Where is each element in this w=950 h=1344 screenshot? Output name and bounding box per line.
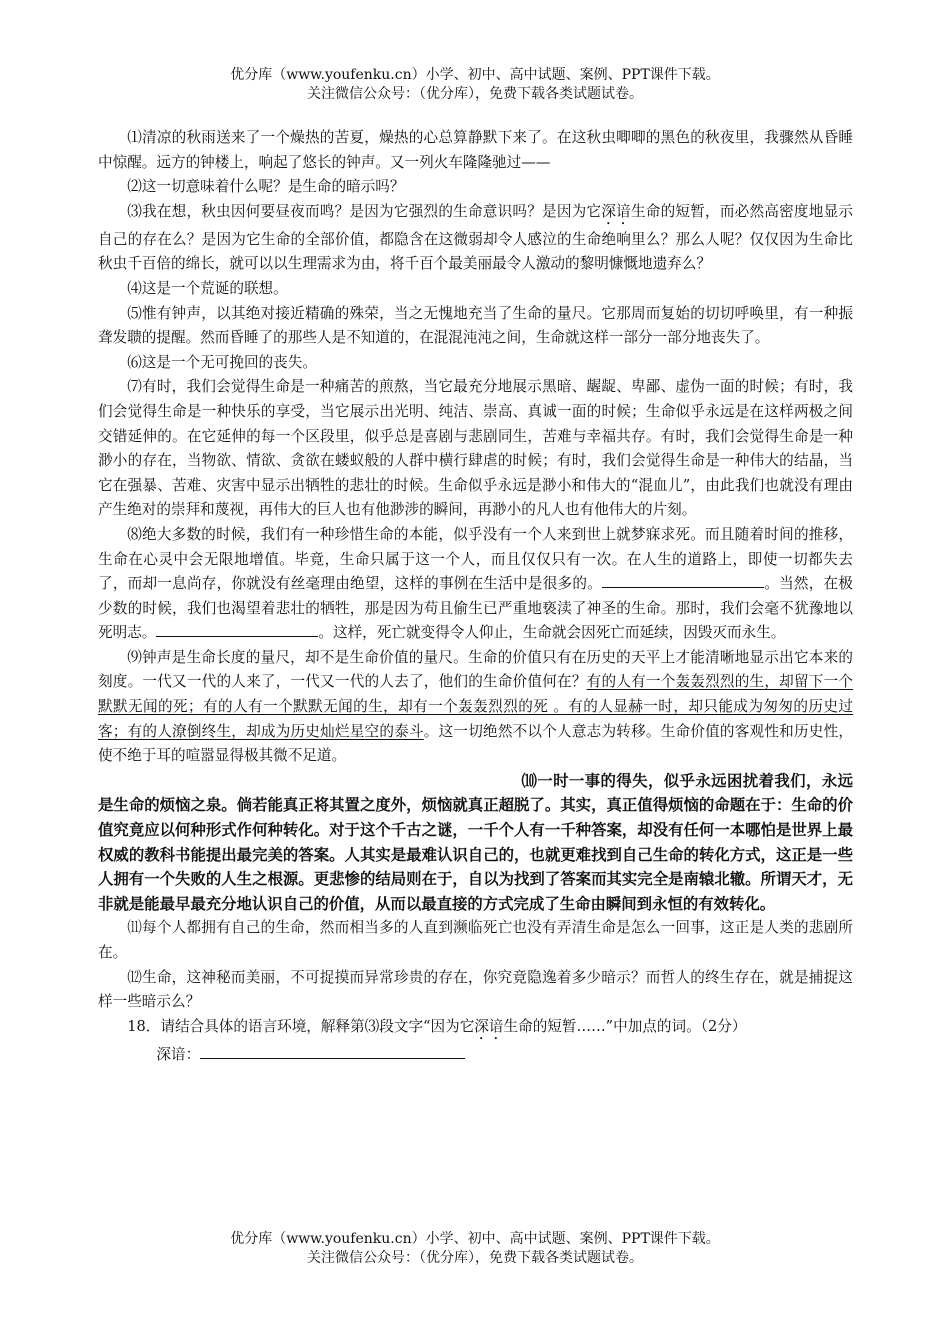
paragraph-6: ⑹这是一个无可挽回的丧失。 — [127, 353, 317, 371]
dotted-word: 深谙 — [601, 202, 631, 220]
paragraph-12: ⑿生命，这神秘而美丽，不可捉摸而异常珍贵的存在，你究竟隐逸着多少暗示？而哲人的终生存在，就是捕捉这样一些暗示么？ — [98, 968, 853, 1011]
question-dotted-word: 深谙 — [474, 1017, 504, 1035]
underlined-sentence: 有的人有一个轰轰烈烈的生，却留下一个默默无闻的死；有的人有一个默默无闻的生，却有一个轰轰烈烈的死 。有的人显赫一时，却只能成为匆匆的历史过客；有的人潦倒终生，却成为历史灿烂星空的泰斗 — [98, 673, 853, 740]
paragraph-2: ⑵这一切意味着什么呢？是生命的暗示吗？ — [127, 178, 405, 196]
paragraph-1: ⑴清凉的秋雨送来了一个燥热的苦夏，燥热的心总算静默下来了。在这秋虫唧唧的黑色的秋夜里，我骤然从昏睡中惊醒。远方的钟楼上，响起了悠长的钟声。又一列火车隆隆驰过—— — [98, 129, 853, 171]
paragraph-5: ⑸惟有钟声，以其绝对接近精确的殊荣，当之无愧地充当了生命的量尺。它那周而复始的切切呼唤里，有一种振聋发聩的提醒。然而昏睡了的那些人是不知道的，在混混沌沌之间，生命就这样一部分一部分地丧失了。 — [98, 304, 853, 347]
paragraph-11: ⑾每个人都拥有自己的生命，然而相当多的人直到濒临死亡也没有弄清生命是怎么一回事，这正是人类的悲剧所在。 — [98, 919, 853, 961]
paragraph-4: ⑷这是一个荒诞的联想。 — [127, 279, 288, 297]
header-line-2: 关注微信公众号：（优分库），免费下载各类试题试卷。 — [307, 86, 643, 102]
fill-blank-2[interactable] — [156, 621, 318, 637]
paragraph-7: ⑺有时，我们会觉得生命是一种痛苦的煎熬，当它最充分地展示黑暗、龌龊、卑鄙、虚伪一面的时候；有时，我们会觉得生命是一种快乐的享受，当它展示出光明、纯洁、崇高、真诚一面的时候；生命似乎永远是在这样两极之间交错延伸的。在它延伸的每一个区段里，似乎总是喜剧与悲剧同生，苦难与幸福共存。有时，我们会觉得生命是一种渺小的存在，当物欲、情欲、贪欲在蝼蚁般的人群中横行肆虐的时候；有时，我们会觉得生命是一种伟大的结晶，当它在强暴、苦难、灾害中显示出牺牲的悲壮的时候。生命似乎永远是渺小和伟大的“混血儿”，由此我们也就没有理由产生绝对的崇拜和蔑视，再伟大的巨人也有他渺涉的瞬间，再渺小的凡人也有他伟大的片刻。 — [98, 378, 853, 519]
paragraph-9: ⑼钟声是生命长度的量尺，却不是生命价值的量尺。生命的价值只有在历史的天平上才能清晰地显示出它本来的刻度。一代又一代的人来了，一代又一代的人去了，他们的生命价值何在？有的人有一个轰轰烈烈的生，却留下一个默默无闻的死；有的人有一个默默无闻的生，却有一个轰轰烈烈的死 。有的人显赫一时，却只能成为匆匆的历史过客；有的人潦倒终生，却成为历史灿烂星空的泰斗。这一切绝然不以个人意志为转移。生命价值的客观性和历史性，使不绝于耳的喧嚣显得极其微不足道。 — [98, 648, 853, 765]
paragraph-3: ⑶我在想，秋虫因何要昼夜而鸣？是因为它强烈的生命意识吗？是因为它深谙生命的短暂，而必然高密度地显示自己的存在么？是因为它生命的全部价值，都隐含在这微弱却令人感泣的生命绝响里么？那么人呢？仅仅因为生命比秋虫千百倍的绵长，就可以以生理需求为由，将千百个最美丽最令人激动的黎明慷慨地遗弃么？ — [98, 202, 853, 273]
article-body — [98, 126, 853, 1067]
answer-blank[interactable] — [200, 1043, 465, 1059]
question-18: 18．请结合具体的语言环境，解释第⑶段文字“因为它深谙生命的短暂……”中加点的词。（2分） — [127, 1017, 747, 1035]
page-header — [0, 66, 950, 104]
header-line-1: 优分库（www.youfenku.cn）小学、初中、高中试题、案例、PPT课件下载。 — [230, 67, 720, 83]
footer-line-2: 关注微信公众号：（优分库），免费下载各类试题试卷。 — [307, 1250, 643, 1266]
fill-blank-1[interactable] — [602, 572, 764, 588]
paragraph-8: ⑻绝大多数的时候，我们有一种珍惜生命的本能，似乎没有一个人来到世上就梦寐求死。而且随着时间的推移，生命在心灵中会无限地增值。毕竟，生命只属于这一个人，而且仅仅只有一次。在人生的道路上，即使一切都失去了，而却一息尚存，你就没有丝毫理由绝望，这样的事例在生活中是很多的。 。当然，在极少数的时候，我们也渴望着悲壮的牺牲，那是因为苟且偷生已严重地亵渎了神圣的生命。那时，我们会毫不犹豫地以死明志。 。这样，死亡就变得令人仰止，生命就会因死亡而延续，因毁灭而永生。 — [98, 525, 853, 642]
paragraph-10: ⑽一时一事的得失，似乎永远困扰着我们，永远是生命的烦恼之泉。倘若能真正将其置之度外，烦恼就真正超脱了。其实，真正值得烦恼的命题在于：生命的价值究竟应以何种形式作何种转化。对于这个千古之谜，一千个人有一千种答案，却没有任何一本哪怕是世界上最权威的教科书能提出最完美的答案。人其实是最难认识自己的，也就更难找到自己生命的转化方式，这正是一些人拥有一个失败的人生之根源。更悲惨的结局则在于，自以为找到了答案而其实完全是南辕北辙。所谓天才，无非就是能最早最充分地认识自己的价值，从而以最直接的方式完成了生命由瞬间到永恒的有效转化。 — [98, 771, 853, 913]
page-footer — [0, 1230, 950, 1268]
answer-line: 深谙： — [98, 1043, 853, 1068]
footer-line-1: 优分库（www.youfenku.cn）小学、初中、高中试题、案例、PPT课件下载。 — [230, 1231, 720, 1247]
